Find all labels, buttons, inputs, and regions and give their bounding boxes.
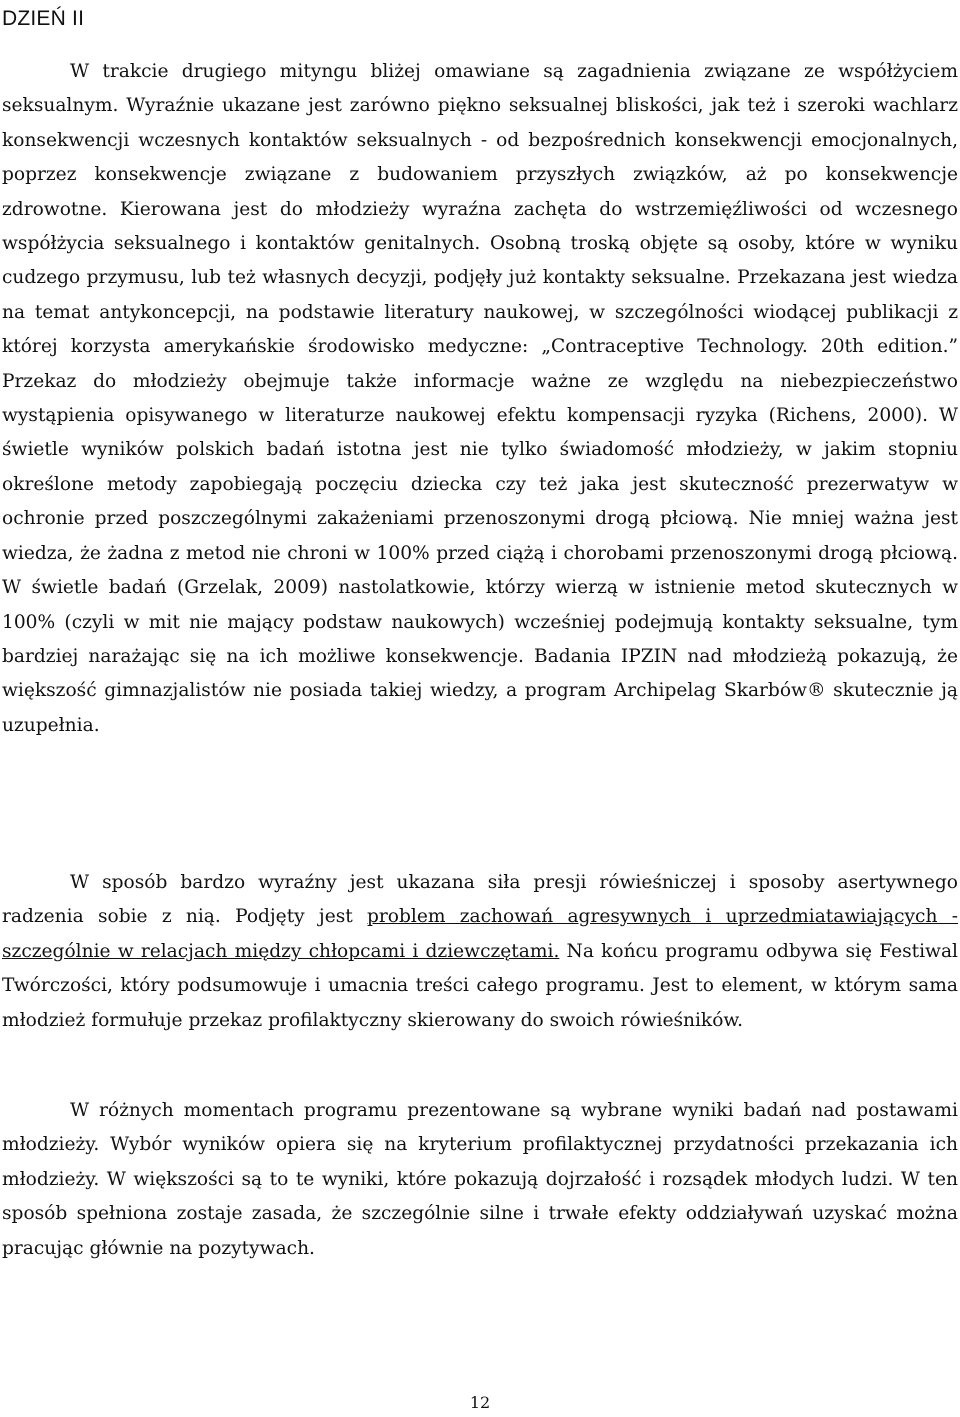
section-heading: DZIEŃ II: [2, 7, 85, 30]
underlined-text: problem zachowań agresywnych i uprzedmiatawiających - szczególnie w relacjach między chłopcami i dziewczętami.: [2, 906, 958, 962]
paragraph-text: W sposób bardzo wyraźny jest ukazana siła presji rówieśniczej i sposoby asertywnego radzenia sobie z nią. Podjęty jest: [2, 872, 958, 928]
paragraph-research-results: [2, 1094, 958, 1266]
paragraph-peer-pressure: [2, 866, 958, 1038]
paragraph-sexual-activity: [2, 55, 958, 743]
page-number: 12: [469, 1393, 491, 1412]
paragraph-text: Na końcu programu odbywa się Festiwal Twórczości, który podsumowuje i umacnia treści całego programu. Jest to element, w którym sama młodzież formułuje przekaz profilaktyczny skierowany do swoich rówieśników.: [2, 940, 958, 1031]
paragraph-text: W różnych momentach programu prezentowane są wybrane wyniki badań nad postawami młodzieży. Wybór wyników opiera się na kryterium profilaktycznej przydatności przekazania ich młodzieży. W większości są to te wyniki, które pokazują dojrzałość i rozsądek młodych ludzi. W ten sposób spełniona zostaje zasada, że szczególnie silne i trwałe efekty oddziaływań uzyskać można pracując głównie na pozytywach.: [2, 1100, 958, 1259]
paragraph-text: W trakcie drugiego mityngu bliżej omawiane są zagadnienia związane ze współżyciem seksualnym. Wyraźnie ukazane jest zarówno piękno seksualnej bliskości, jak też i szeroki wachlarz konsekwencji wczesnych kontaktów seksualnych - od bezpośrednich konsekwencji emocjonalnych, poprzez konsekwencje związane z budowaniem przyszłych związków, aż po konsekwencje zdrowotne. Kierowana jest do młodzieży wyraźna zachęta do wstrzemięźliwości od wczesnego współżycia seksualnego i kontaktów genitalnych. Osobną troską objęte są osoby, które w wyniku cudzego przymusu, lub też własnych decyzji, podjęły już kontakty seksualne. Przekazana jest wiedza na temat antykoncepcji, na podstawie literatury naukowej, w szczególności wiodącej publikacji z której korzysta amerykańskie środowisko medyczne: „Contraceptive Technology. 20th edition.” Przekaz do młodzieży obejmuje także informacje ważne ze względu na niebezpieczeństwo wystąpienia opisywanego w literaturze naukowej efektu kompensacji ryzyka (Richens, 2000). W świetle wyników polskich badań istotna jest nie tylko świadomość młodzieży, w jakim stopniu określone metody zapobiegają poczęciu dziecka czy też jaka jest skuteczność prezerwatyw w ochronie przed poszczególnymi zakażeniami przenoszonymi drogą płciową. Nie mniej ważna jest wiedza, że żadna z metod nie chroni w 100% przed ciążą i chorobami przenoszonymi drogą płciową. W świetle badań (Grzelak, 2009) nastolatkowie, którzy wierzą w istnienie metod skutecznych w 100% (czyli w mit nie mający podstaw naukowych) wcześniej podejmują kontakty seksualne, tym bardziej narażając się na ich możliwe konsekwencje. Badania IPZIN nad młodzieżą pokazują, że większość gimnazjalistów nie posiada takiej wiedzy, a program Archipelag Skarbów® skutecznie ją uzupełnia.: [2, 61, 958, 736]
